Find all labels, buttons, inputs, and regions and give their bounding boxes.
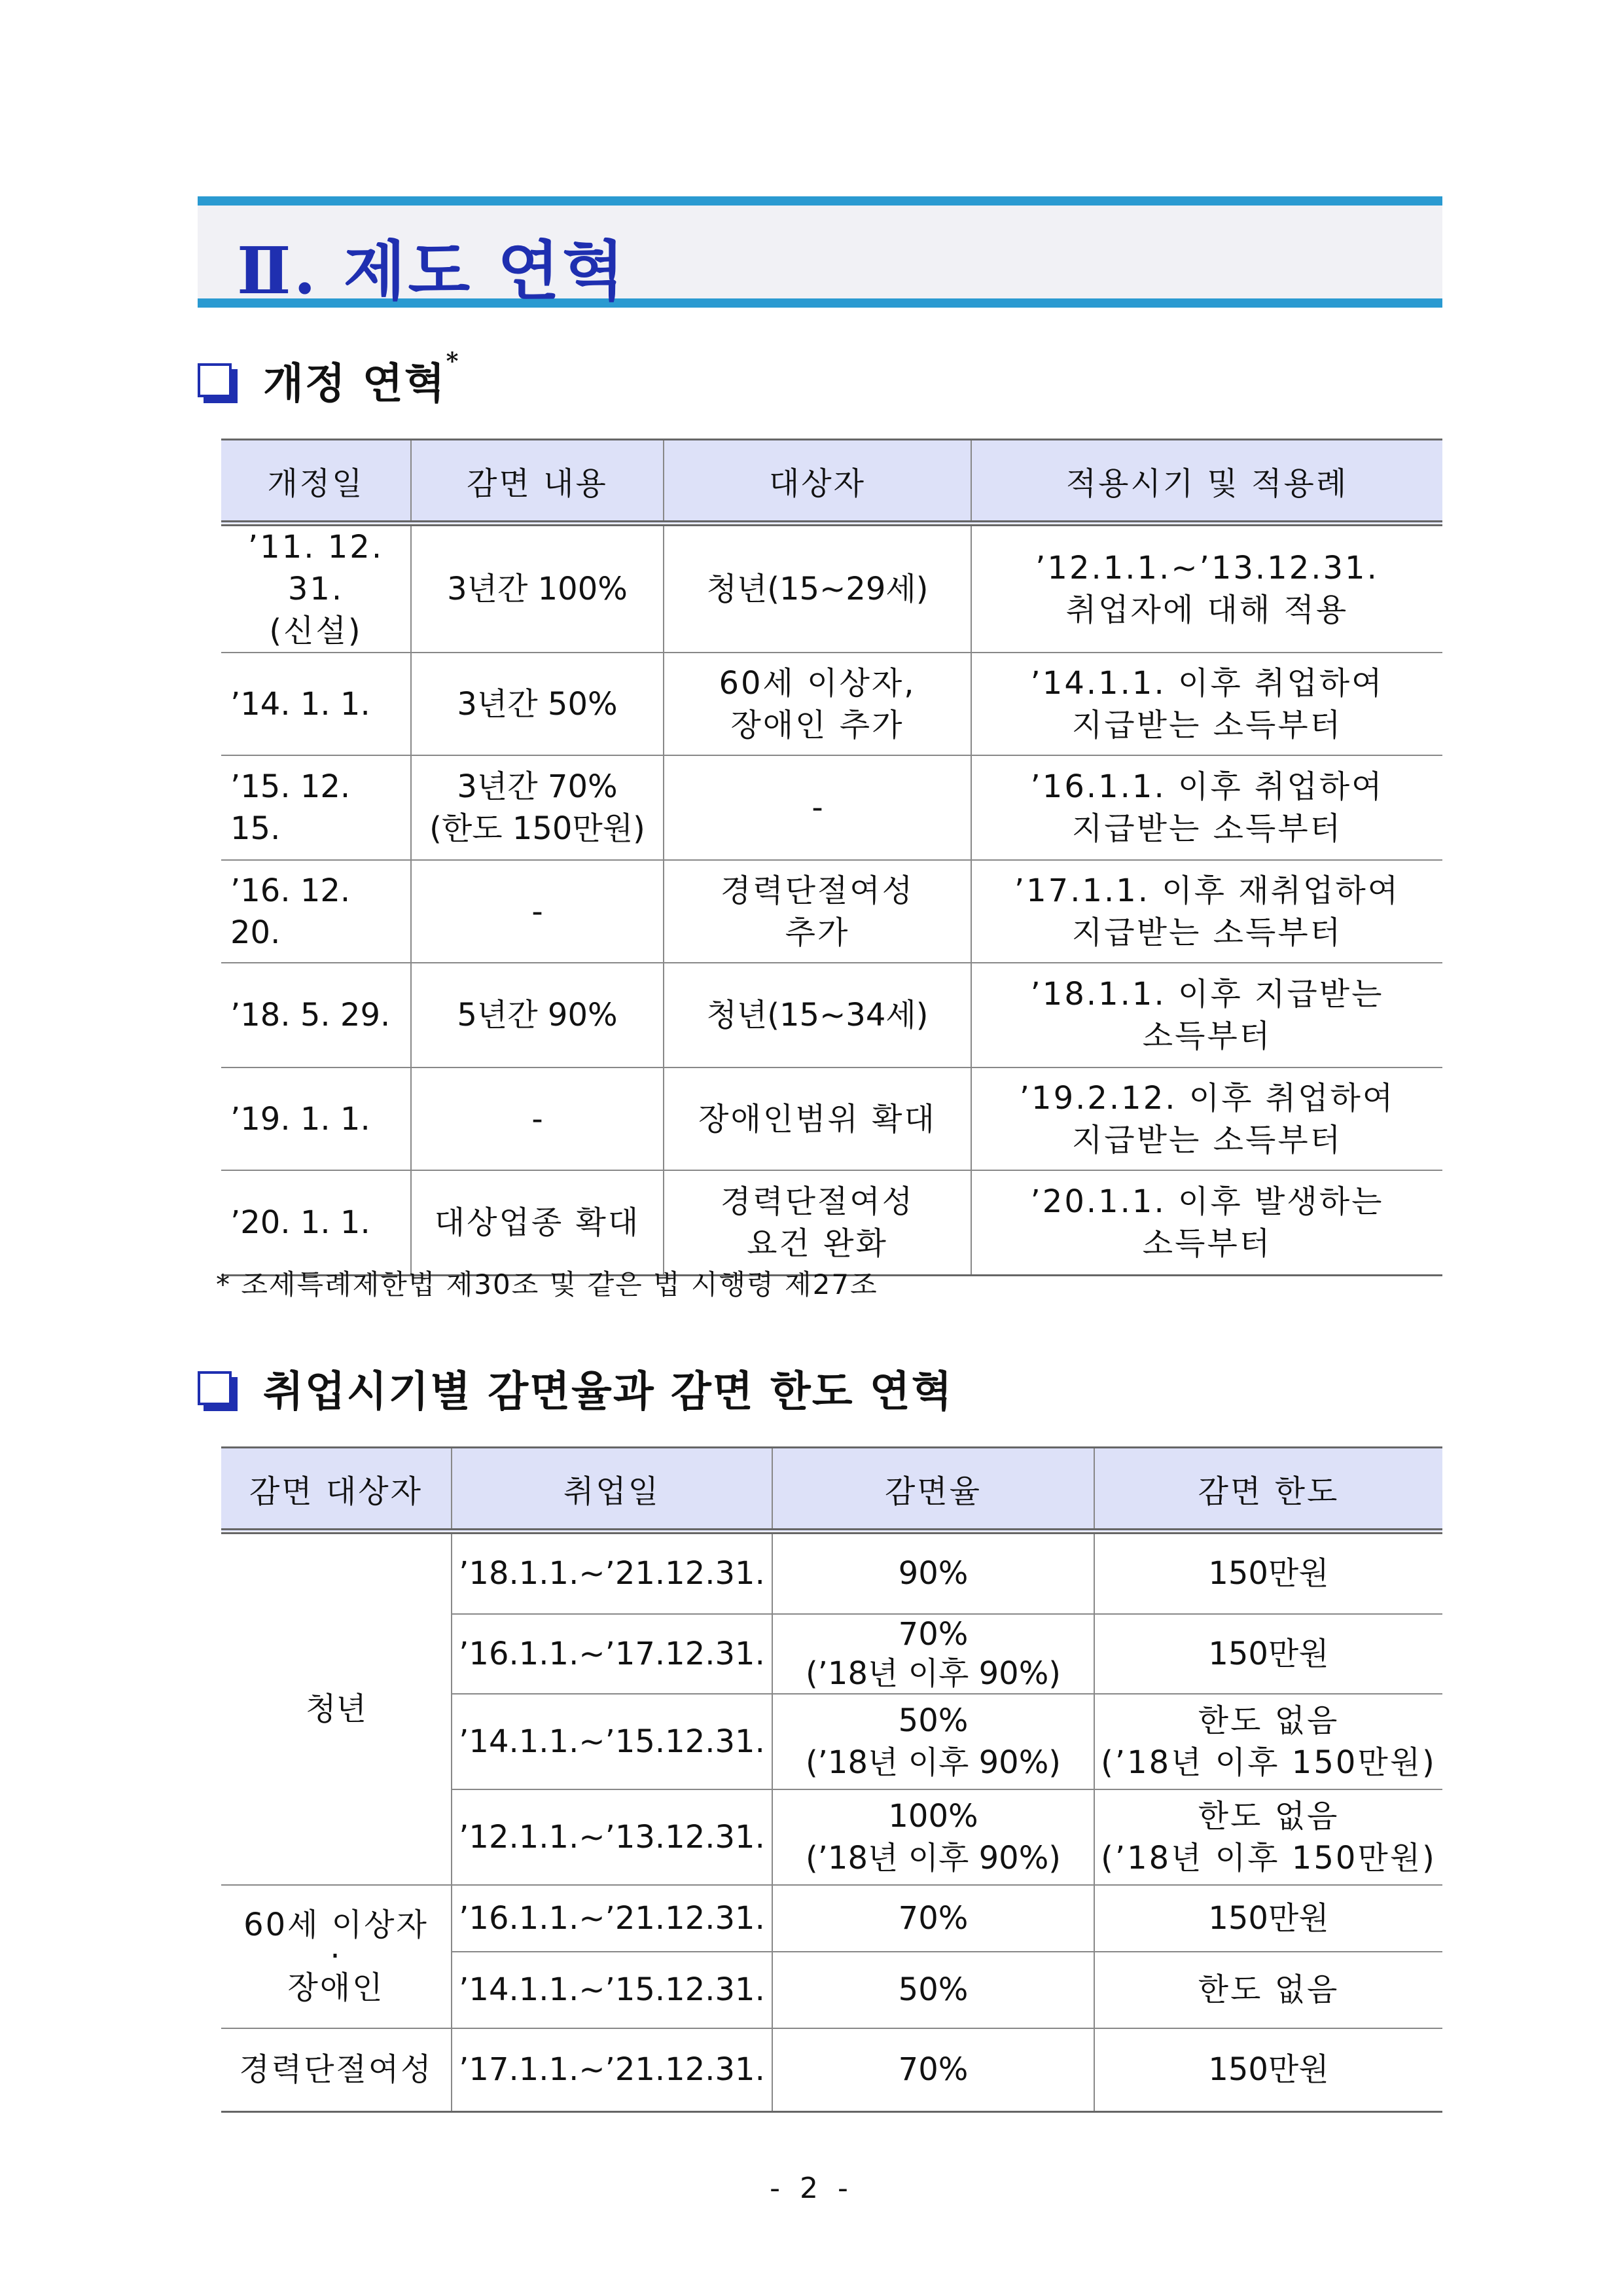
cell-content: 5년간 90% — [411, 963, 664, 1067]
cell-limit: 150만원 — [1094, 1885, 1442, 1952]
checkbox-bullet-icon — [198, 1371, 232, 1405]
cell-target: - — [664, 755, 971, 860]
cell-apply: ’18.1.1. 이후 지급받는 소득부터 — [971, 963, 1442, 1067]
amendment-history-table — [221, 439, 1442, 1276]
cell-target: 경력단절여성 추가 — [664, 860, 971, 963]
cell-period: ’14.1.1.∼’15.12.31. — [452, 1694, 772, 1789]
cell-target: 60세 이상자, 장애인 추가 — [664, 653, 971, 755]
table-row — [221, 963, 1442, 1067]
cell-date: ’11. 12. 31. (신설) — [221, 524, 411, 653]
cell-rate: 50% — [772, 1952, 1094, 2028]
cell-period: ’14.1.1.∼’15.12.31. — [452, 1952, 772, 2028]
cell-limit: 150만원 — [1094, 1532, 1442, 1614]
cell-limit: 한도 없음 — [1094, 1952, 1442, 2028]
header-content: 감면 내용 — [411, 440, 664, 524]
footnote-mark: * — [446, 348, 460, 375]
cell-date: ’18. 5. 29. — [221, 963, 411, 1067]
cell-content: 대상업종 확대 — [411, 1170, 664, 1275]
section-title: 취업시기별 감면율과 감면 한도 연혁 — [263, 1367, 954, 1416]
cell-target: 청년(15∼34세) — [664, 963, 971, 1067]
cell-apply: ’19.2.12. 이후 취업하여 지급받는 소득부터 — [971, 1067, 1442, 1170]
cell-date: ’14. 1. 1. — [221, 653, 411, 755]
group-youth: 청년 — [221, 1532, 452, 1885]
table-row — [221, 524, 1442, 653]
cell-period: ’16.1.1.∼’17.12.31. — [452, 1614, 772, 1694]
table-header-row — [221, 1448, 1442, 1532]
cell-period: ’17.1.1.∼’21.12.31. — [452, 2028, 772, 2112]
table-row — [221, 860, 1442, 963]
cell-apply: ’12.1.1.∼’13.12.31. 취업자에 대해 적용 — [971, 524, 1442, 653]
table-row — [221, 1532, 1442, 1614]
cell-rate: 90% — [772, 1532, 1094, 1614]
header-date: 개정일 — [221, 440, 411, 524]
page-number: - 2 - — [770, 2172, 853, 2205]
header-limit: 감면 한도 — [1094, 1448, 1442, 1532]
cell-period: ’12.1.1.∼’13.12.31. — [452, 1789, 772, 1885]
table-row — [221, 1170, 1442, 1275]
table-header-row — [221, 440, 1442, 524]
header-target: 감면 대상자 — [221, 1448, 452, 1532]
cell-rate: 70% (’18년 이후 90%) — [772, 1614, 1094, 1694]
table-row — [221, 1067, 1442, 1170]
cell-limit: 한도 없음 (’18년 이후 150만원) — [1094, 1694, 1442, 1789]
cell-rate: 70% — [772, 1885, 1094, 1952]
cell-limit: 150만원 — [1094, 1614, 1442, 1694]
cell-rate: 50% (’18년 이후 90%) — [772, 1694, 1094, 1789]
rate-limit-table — [221, 1446, 1442, 2113]
cell-date: ’20. 1. 1. — [221, 1170, 411, 1275]
chapter-title: Ⅱ. 제도 연혁 — [237, 234, 627, 309]
header-employment-date: 취업일 — [452, 1448, 772, 1532]
cell-target: 청년(15∼29세) — [664, 524, 971, 653]
cell-apply: ’20.1.1. 이후 발생하는 소득부터 — [971, 1170, 1442, 1275]
cell-apply: ’16.1.1. 이후 취업하여 지급받는 소득부터 — [971, 755, 1442, 860]
footnote: * 조세특례제한법 제30조 및 같은 법 시행령 제27조 — [216, 1268, 878, 1300]
table-row — [221, 2028, 1442, 2112]
table-row — [221, 1885, 1442, 1952]
table-row — [221, 653, 1442, 755]
table-row — [221, 755, 1442, 860]
header-target: 대상자 — [664, 440, 971, 524]
cell-date: ’16. 12. 20. — [221, 860, 411, 963]
checkbox-bullet-icon — [198, 363, 232, 397]
cell-target: 장애인범위 확대 — [664, 1067, 971, 1170]
cell-content: - — [411, 860, 664, 963]
chapter-heading-bar — [198, 196, 1442, 308]
cell-period: ’16.1.1.∼’21.12.31. — [452, 1885, 772, 1952]
cell-apply: ’17.1.1. 이후 재취업하여 지급받는 소득부터 — [971, 860, 1442, 963]
cell-apply: ’14.1.1. 이후 취업하여 지급받는 소득부터 — [971, 653, 1442, 755]
section-title: 개정 연혁* — [263, 348, 460, 408]
group-career-break-women: 경력단절여성 — [221, 2028, 452, 2112]
cell-content: - — [411, 1067, 664, 1170]
group-senior-disabled: 60세 이상자 · 장애인 — [221, 1885, 452, 2028]
cell-limit: 한도 없음 (’18년 이후 150만원) — [1094, 1789, 1442, 1885]
cell-content: 3년간 100% — [411, 524, 664, 653]
cell-rate: 70% — [772, 2028, 1094, 2112]
header-apply: 적용시기 및 적용례 — [971, 440, 1442, 524]
cell-limit: 150만원 — [1094, 2028, 1442, 2112]
cell-content: 3년간 70% (한도 150만원) — [411, 755, 664, 860]
cell-date: ’19. 1. 1. — [221, 1067, 411, 1170]
cell-date: ’15. 12. 15. — [221, 755, 411, 860]
cell-period: ’18.1.1.∼’21.12.31. — [452, 1532, 772, 1614]
header-rate: 감면율 — [772, 1448, 1094, 1532]
cell-content: 3년간 50% — [411, 653, 664, 755]
cell-rate: 100% (’18년 이후 90%) — [772, 1789, 1094, 1885]
cell-target: 경력단절여성 요건 완화 — [664, 1170, 971, 1275]
